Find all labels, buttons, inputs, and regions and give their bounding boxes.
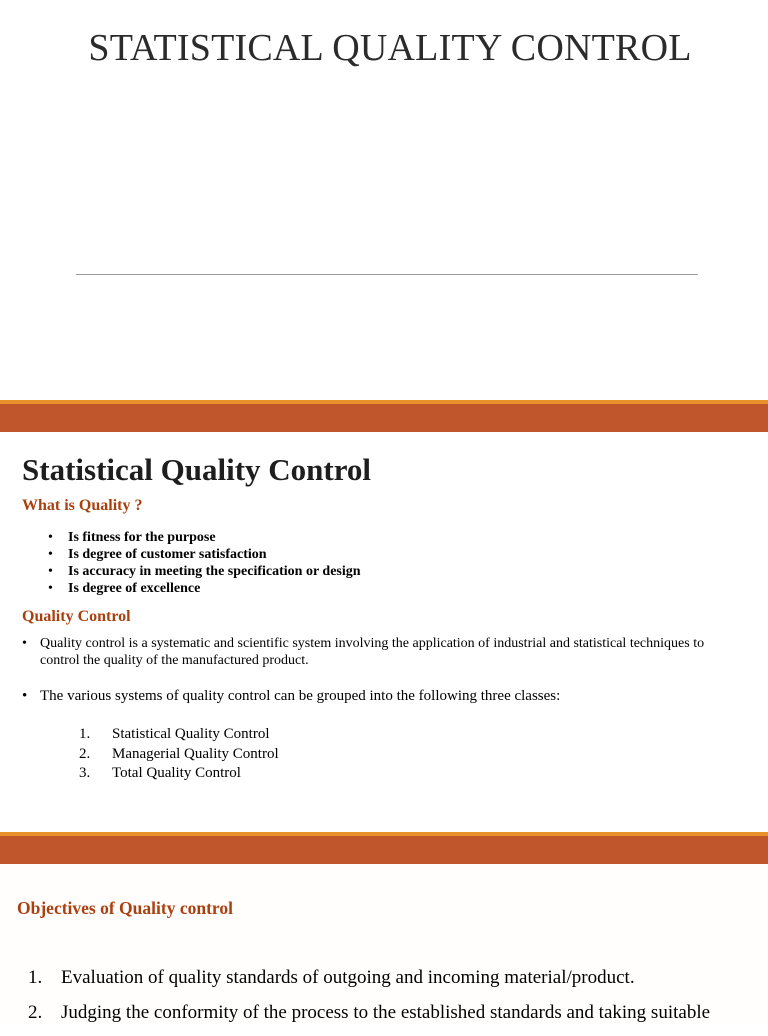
bullet-icon: • bbox=[22, 688, 28, 704]
content-slide bbox=[0, 432, 768, 832]
list-item bbox=[79, 745, 279, 765]
qc-definition-paragraph bbox=[22, 635, 760, 669]
list-item: • Is accuracy in meeting the specification or design bbox=[48, 563, 361, 580]
list-label: Total Quality Control bbox=[112, 765, 241, 781]
qc-classes-list bbox=[79, 725, 279, 784]
paragraph-line: Quality control is a systematic and scientific system involving the application of industrial and statistical techniques to bbox=[40, 636, 705, 651]
quality-control-subheading: Quality Control bbox=[22, 608, 131, 625]
list-item bbox=[79, 764, 279, 784]
quality-subheading: What is Quality ? bbox=[22, 497, 143, 514]
list-number: 2. bbox=[28, 1002, 43, 1023]
list-text: Judging the conformity of the process to the established standards and taking suitable bbox=[61, 1002, 711, 1023]
list-item: • Is fitness for the purpose bbox=[48, 529, 361, 546]
list-label: Managerial Quality Control bbox=[112, 745, 279, 762]
title-slide bbox=[0, 0, 768, 400]
slide-separator-band bbox=[0, 400, 768, 432]
list-item bbox=[79, 725, 279, 745]
slide-title: STATISTICAL QUALITY CONTROL bbox=[88, 27, 692, 69]
list-label: Statistical Quality Control bbox=[112, 726, 270, 742]
qc-classes-paragraph bbox=[22, 688, 760, 705]
list-item: • Is degree of customer satisfaction bbox=[48, 546, 361, 563]
list-number: 2. bbox=[79, 745, 91, 762]
quality-bullet-list bbox=[48, 529, 361, 597]
list-number: 1. bbox=[28, 967, 43, 988]
bullet-icon: • bbox=[22, 636, 27, 651]
list-item bbox=[28, 966, 758, 1001]
list-text: Evaluation of quality standards of outgoing and incoming material/product. bbox=[61, 967, 635, 988]
objectives-slide bbox=[0, 864, 768, 1024]
list-number: 3. bbox=[79, 765, 91, 781]
objectives-list bbox=[28, 966, 758, 1036]
paragraph-line: The various systems of quality control can be grouped into the following three classes: bbox=[40, 688, 561, 704]
objectives-heading: Objectives of Quality control bbox=[17, 898, 233, 918]
slide-heading: Statistical Quality Control bbox=[22, 452, 372, 487]
paragraph-line: control the quality of the manufactured product. bbox=[40, 653, 309, 668]
title-divider bbox=[76, 274, 698, 275]
list-number: 1. bbox=[79, 726, 91, 742]
list-item bbox=[28, 1001, 758, 1036]
slide-separator-band bbox=[0, 832, 768, 864]
list-item: • Is degree of excellence bbox=[48, 580, 361, 597]
